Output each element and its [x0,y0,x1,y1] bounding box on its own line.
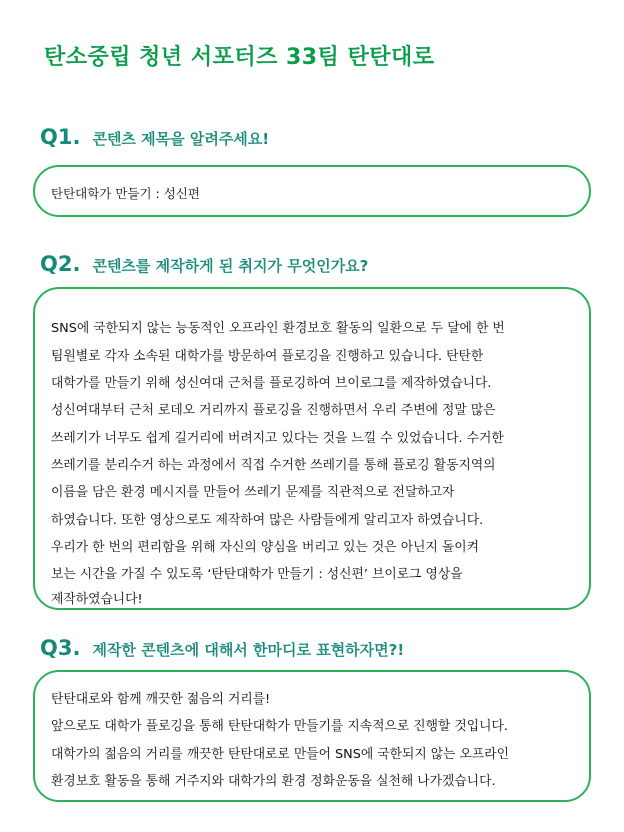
question-text: 콘텐츠 제목을 알려주세요! [92,130,270,148]
answer-line: 팀원별로 각자 소속된 대학가를 방문하여 플로깅을 진행하고 있습니다. 탄탄한 [51,349,484,364]
answer-line: 이름을 담은 환경 메시지를 만들어 쓰레기 문제를 직관적으로 전달하고자 [51,485,455,500]
question-number: Q1. [40,125,81,149]
answer-line: 쓰레기가 너무도 쉽게 길거리에 버려지고 있다는 것을 느낄 수 있었습니다. 수거한 [51,431,504,446]
question-2 [40,252,368,276]
answer-box-1 [33,165,591,217]
question-number: Q2. [40,252,81,276]
question-text: 제작한 콘텐츠에 대해서 한마디로 표현하자면?! [92,641,405,659]
answer-box-3 [33,670,591,802]
answer-line: 환경보호 활동을 통해 거주지와 대학가의 환경 정화운동을 실천해 나가겠습니다. [51,774,496,789]
question-number: Q3. [40,636,81,660]
answer-line: 하였습니다. 또한 영상으로도 제작하여 많은 사람들에게 알리고자 하였습니다. [51,513,484,528]
answer-line: 쓰레기를 분리수거 하는 과정에서 직접 수거한 쓰레기를 통해 플로깅 활동지역의 [51,458,496,473]
answer-line: 대학가의 젊음의 거리를 깨끗한 탄탄대로로 만들어 SNS에 국한되지 않는 오프라인 [51,747,510,762]
question-3 [40,636,404,660]
question-1 [40,125,269,149]
answer-line: 성신여대부터 근처 로데오 거리까지 플로깅을 진행하면서 우리 주변에 정말 많은 [51,403,496,418]
answer-line: 앞으로도 대학가 플로깅을 통해 탄탄대학가 만들기를 지속적으로 진행할 것입니다. [51,719,508,734]
answer-line: 보는 시간을 가질 수 있도록 ‘탄탄대학가 만들기 : 성신편’ 브이로그 영상을 [51,567,463,582]
answer-line: 탄탄대학가 만들기 : 성신편 [51,186,200,201]
answer-line: 제작하였습니다! [51,592,143,607]
answer-line: 대학가를 만들기 위해 성신여대 근처를 플로깅하여 브이로그를 제작하였습니다. [51,376,492,391]
answer-line: 탄탄대로와 함께 깨끗한 젊음의 거리를! [51,692,271,707]
page-title: 탄소중립 청년 서포터즈 33팀 탄탄대로 [44,45,435,70]
question-text: 콘텐츠를 제작하게 된 취지가 무엇인가요? [92,257,369,275]
answer-line: 우리가 한 번의 편리함을 위해 자신의 양심을 버리고 있는 것은 아닌지 돌이켜 [51,540,479,555]
answer-box-2 [33,287,591,610]
answer-line: SNS에 국한되지 않는 능동적인 오프라인 환경보호 활동의 일환으로 두 달에 한 번 [51,321,505,336]
